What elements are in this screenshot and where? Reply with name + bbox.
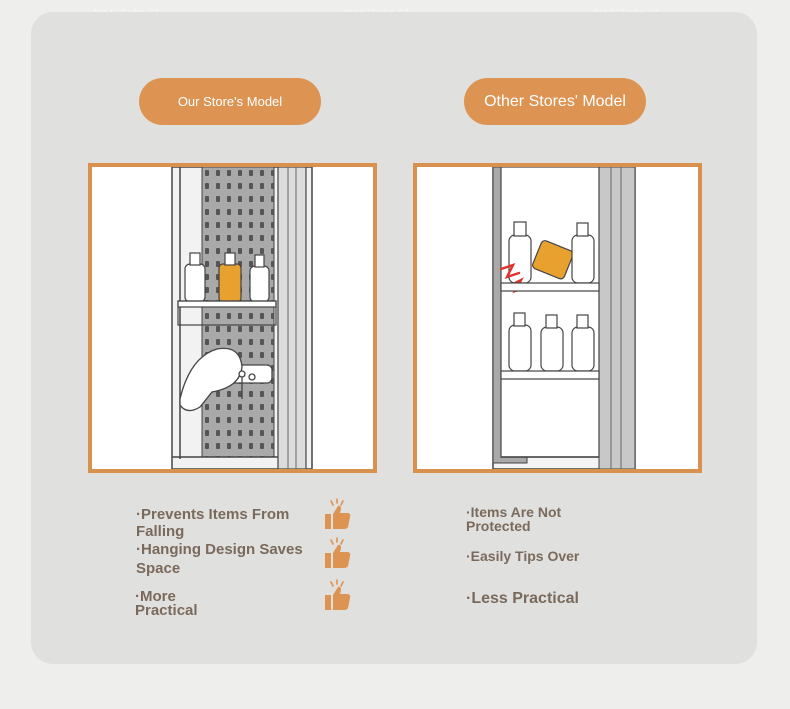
feature-text-line1: ·Prevents Items From [136, 506, 290, 523]
feature-item [466, 548, 579, 565]
other-model-illustration [413, 163, 702, 473]
thumbs-up-icon [323, 537, 353, 571]
feature-text-line1: ·Easily Tips Over [466, 548, 580, 564]
feature-text-line1: ·More [135, 588, 176, 605]
shelf [178, 301, 276, 307]
feature-text-line2: Practical [135, 602, 198, 619]
feature-item [466, 590, 579, 607]
our-model-title: Our Store's Model [139, 78, 321, 125]
feature-text-line1: ·Less Practical [466, 590, 579, 607]
shelf [501, 283, 599, 291]
feature-text-line1: ·Hanging Design Saves [136, 541, 303, 558]
feature-item [136, 541, 303, 577]
feature-text-line2: Space [136, 560, 181, 577]
feature-text-line2: Protected [466, 518, 531, 534]
thumbs-up-icon [323, 498, 353, 532]
thumbs-up-icon [323, 579, 353, 613]
feature-text-line2: Falling [136, 523, 185, 540]
feature-item [466, 505, 561, 533]
feature-item [135, 588, 198, 619]
our-model-illustration [88, 163, 377, 473]
shelf [501, 371, 599, 379]
feature-text-line1: ·Items Are Not [466, 504, 562, 520]
feature-item [136, 506, 289, 540]
other-model-title: Other Stores' Model [464, 78, 646, 125]
